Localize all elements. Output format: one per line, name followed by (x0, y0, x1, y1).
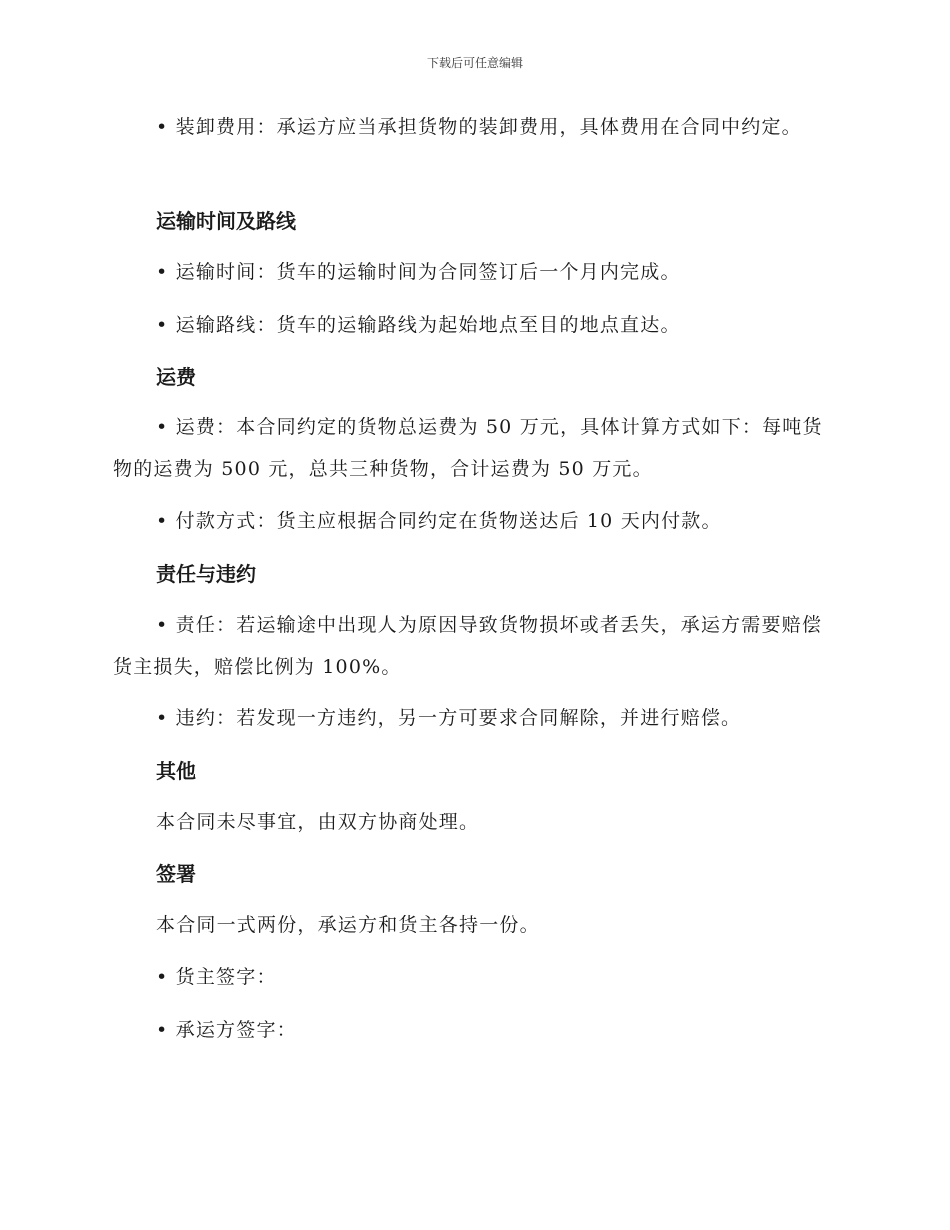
section-heading: 责任与违约 (156, 562, 256, 586)
heading-other (113, 756, 833, 786)
paragraph-transport-route (113, 304, 833, 346)
paragraph-loading-fees (113, 106, 833, 148)
paragraph-breach (113, 697, 833, 739)
paragraph-liability (113, 604, 833, 688)
paragraph-text: • 运输路线：货车的运输路线为起始地点至目的地点直达。 (156, 314, 681, 336)
paragraph-carrier-signature (113, 1009, 833, 1051)
section-heading: 运输时间及路线 (156, 209, 296, 233)
section-heading: 运费 (156, 365, 196, 389)
paragraph-owner-signature (113, 956, 833, 998)
heading-signature (113, 859, 833, 889)
paragraph-text: • 运费：本合同约定的货物总运费为 50 万元，具体计算方式如下：每吨货物的运费为 500 元，总共三种货物，合计运费为 50 万元。 (113, 416, 823, 480)
paragraph-text: • 承运方签字： (156, 1019, 297, 1041)
section-heading: 其他 (156, 759, 196, 783)
heading-transport-time-route (113, 206, 833, 236)
paragraph-payment-method (113, 500, 833, 542)
heading-freight (113, 362, 833, 392)
paragraph-text: 本合同一式两份，承运方和货主各持一份。 (156, 914, 540, 936)
heading-liability-breach (113, 559, 833, 589)
paragraph-other (113, 801, 833, 843)
paragraph-text: • 运输时间：货车的运输时间为合同签订后一个月内完成。 (156, 261, 681, 283)
paragraph-text: 本合同未尽事宜，由双方协商处理。 (156, 811, 480, 833)
paragraph-freight (113, 406, 833, 490)
paragraph-text: • 付款方式：货主应根据合同约定在货物送达后 10 天内付款。 (156, 510, 722, 532)
paragraph-text: • 责任：若运输途中出现人为原因导致货物损坏或者丢失，承运方需要赔偿货主损失，赔偿比例为 100%。 (113, 614, 823, 678)
paragraph-text: • 违约：若发现一方违约，另一方可要求合同解除，并进行赔偿。 (156, 707, 742, 729)
page-header: 下载后可任意编辑 (426, 56, 523, 70)
paragraph-text: • 货主签字： (156, 966, 277, 988)
paragraph-copies (113, 904, 833, 946)
paragraph-text: • 装卸费用：承运方应当承担货物的装卸费用，具体费用在合同中约定。 (156, 116, 802, 138)
paragraph-transport-time (113, 251, 833, 293)
section-heading: 签署 (156, 862, 196, 886)
